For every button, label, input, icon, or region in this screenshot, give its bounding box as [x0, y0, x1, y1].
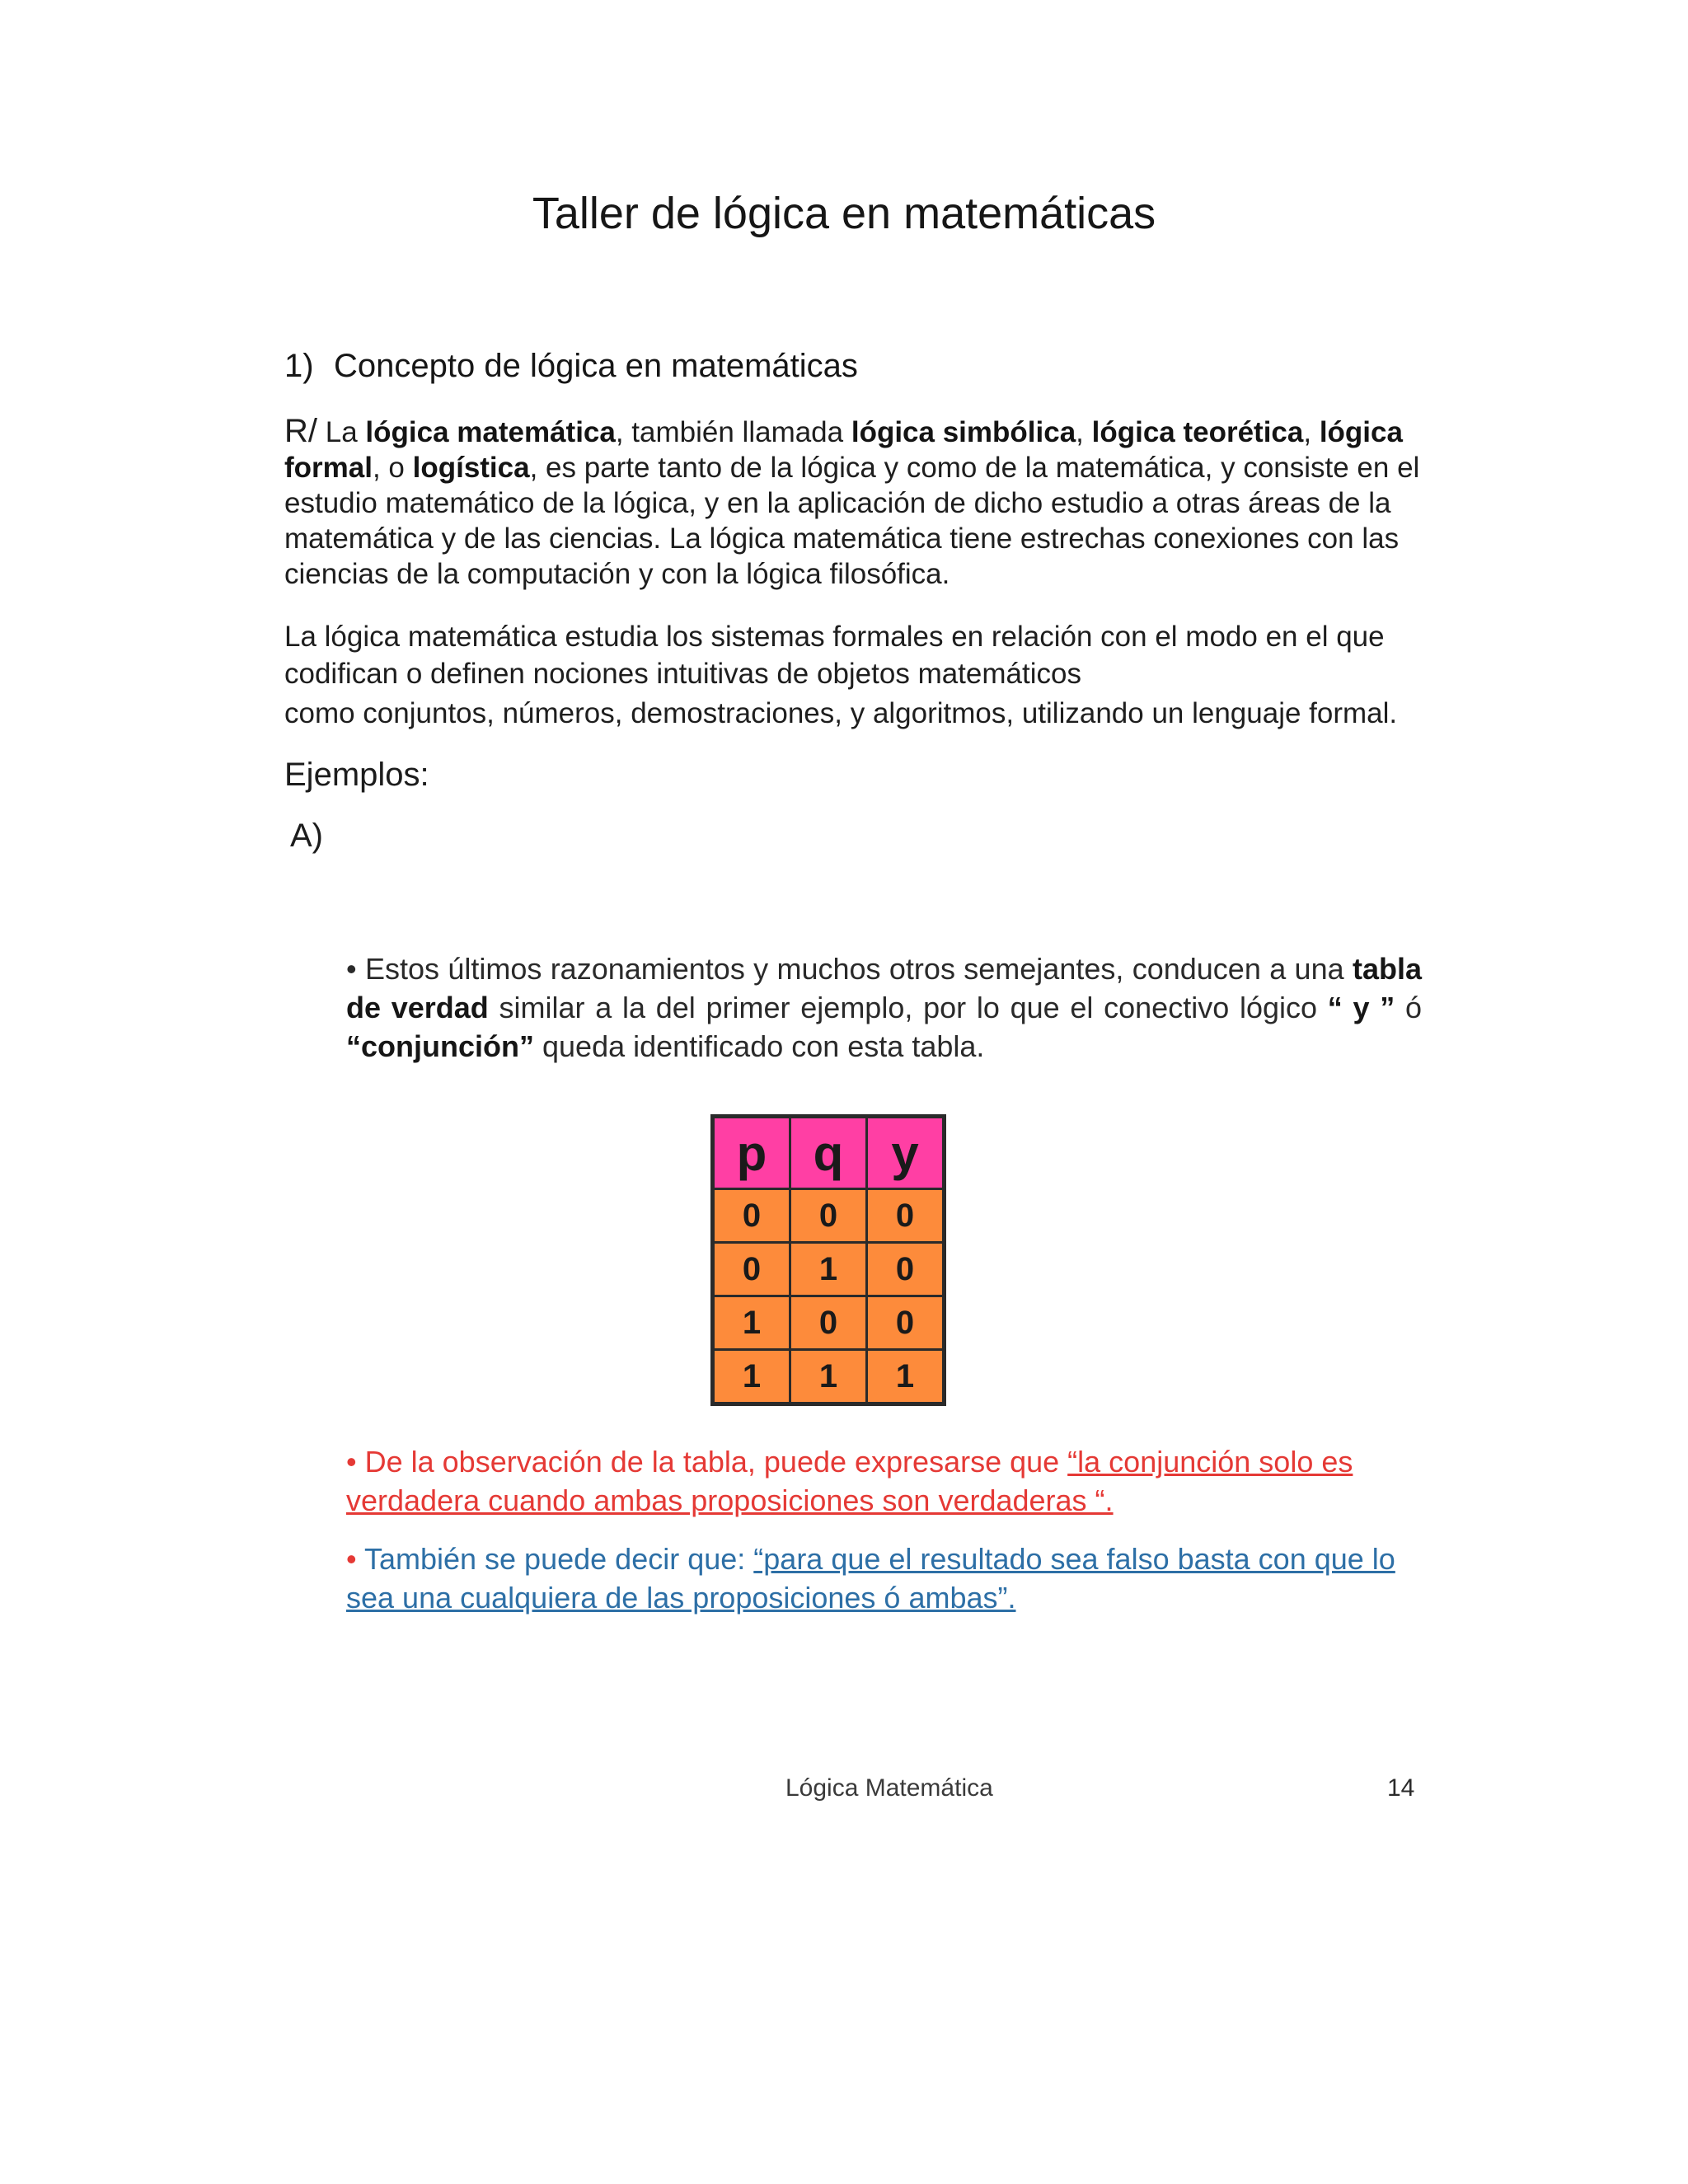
embedded-intro-text — [346, 949, 1422, 1066]
answer-paragraph-1 — [284, 414, 1438, 592]
embedded-bold-term: “conjunción” — [346, 1029, 534, 1063]
answer-text: , también llamada — [615, 416, 851, 448]
answer-line: La lógica matemática estudia los sistemas formales en relación con el modo en el que — [284, 621, 1385, 653]
observation-quote: “la conjunción solo es verdadera cuando ambas proposiciones son verdaderas “. — [346, 1445, 1353, 1517]
truth-table-row — [713, 1189, 945, 1243]
embedded-bold-term: tabla de verdad — [346, 952, 1422, 1024]
embedded-text: queda identificado con esta tabla. — [534, 1029, 985, 1063]
embedded-text: ó — [1395, 991, 1422, 1024]
embedded-footer-label: Lógica Matemática — [785, 1774, 993, 1802]
truth-table-header: y — [867, 1117, 945, 1189]
truth-table-cell: 0 — [867, 1296, 945, 1350]
answer-bold-term: lógica matemática — [365, 416, 616, 448]
truth-table-cell: 0 — [790, 1296, 867, 1350]
truth-table-cell: 0 — [713, 1189, 790, 1243]
truth-table-cell: 1 — [867, 1350, 945, 1404]
embedded-text: similar a la del primer ejemplo, por lo que el conectivo lógico — [488, 991, 1328, 1024]
conjunction-alternative — [346, 1540, 1422, 1617]
answer-bold-term: lógica teorética — [1091, 416, 1304, 448]
answer-text: , o — [372, 452, 413, 484]
truth-table-row — [713, 1296, 945, 1350]
answer-text: , es parte tanto de la lógica y como de la matemática, y consiste en el estudio matemático de la lógica, y en la aplicación de dicho estudio a otras áreas de la matemática y de las ciencias. La lógica matemática tiene estrechas conexiones con las ciencias de la computación y con la lógica filosófica. — [284, 452, 1420, 590]
embedded-bold-term: “ y ” — [1327, 991, 1395, 1024]
embedded-page-number: 14 — [1387, 1774, 1415, 1802]
question-number: 1) — [284, 348, 314, 384]
truth-table-header-row — [713, 1117, 945, 1189]
truth-table-cell: 1 — [790, 1243, 867, 1296]
truth-table-cell: 0 — [790, 1189, 867, 1243]
alternative-quote: “para que el resultado sea falso basta con que lo sea una cualquiera de las proposiciones ó ambas”. — [346, 1542, 1395, 1615]
answer-line: codifican o definen nociones intuitivas de objetos matemáticos — [284, 658, 1081, 690]
truth-table-cell: 0 — [867, 1189, 945, 1243]
answer-line: como conjuntos, números, demostraciones, y algoritmos, utilizando un lenguaje formal. — [284, 697, 1398, 729]
truth-table-header: q — [790, 1117, 867, 1189]
truth-table-header: p — [713, 1117, 790, 1189]
answer-text: La — [317, 416, 366, 448]
answer-text: , — [1303, 416, 1320, 448]
examples-heading: Ejemplos: — [284, 757, 429, 793]
example-a-label: A) — [290, 818, 323, 854]
truth-table — [710, 1114, 946, 1406]
embedded-text: • Estos últimos razonamientos y muchos otros semejantes, conducen a una — [346, 952, 1353, 986]
answer-text: , — [1076, 416, 1092, 448]
truth-table-row — [713, 1243, 945, 1296]
answer-bold-term: logística — [412, 452, 530, 484]
question-heading — [284, 348, 858, 385]
answer-paragraph-2 — [284, 619, 1438, 731]
embedded-example-image — [330, 948, 1442, 1821]
truth-table-cell: 0 — [867, 1243, 945, 1296]
truth-table-cell: 1 — [713, 1350, 790, 1404]
truth-table-cell: 0 — [713, 1243, 790, 1296]
conjunction-observation — [346, 1442, 1422, 1520]
observation-text: • De la observación de la tabla, puede expresarse que — [346, 1445, 1068, 1479]
question-text: Concepto de lógica en matemáticas — [334, 348, 858, 384]
truth-table-cell: 1 — [713, 1296, 790, 1350]
answer-bold-term: lógica simbólica — [851, 416, 1076, 448]
truth-table-row — [713, 1350, 945, 1404]
answer-bold-term: lógica formal — [284, 416, 1403, 484]
bullet-icon: • — [346, 1542, 357, 1576]
truth-table-cell: 1 — [790, 1350, 867, 1404]
alternative-text: También se puede decir que: — [356, 1542, 754, 1576]
document-title: Taller de lógica en matemáticas — [532, 189, 1156, 238]
answer-prefix: R/ — [284, 413, 317, 449]
